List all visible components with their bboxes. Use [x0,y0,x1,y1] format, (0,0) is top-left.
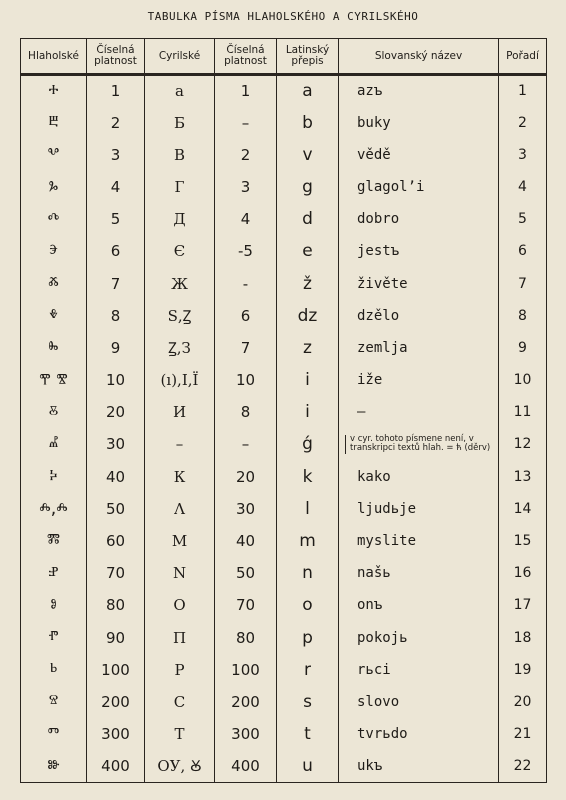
order-cell: 14 [499,493,547,525]
order-cell: 22 [499,750,547,782]
numeric-value-2-cell: 400 [215,750,277,782]
table-row [21,686,547,718]
numeric-value-1-cell: 7 [87,268,145,300]
table-row [21,107,547,139]
slavic-name-cell: našь [339,557,499,589]
order-cell: 1 [499,75,547,107]
latin-cell: i [277,396,339,428]
header-glagolitic: Hlaholské [21,39,87,75]
latin-cell: g [277,171,339,203]
cyrillic-cell: Д [145,203,215,235]
cyrillic-cell: О [145,589,215,621]
glagolitic-cell: ⱂ [21,621,87,653]
header-slavic-name: Slovanský název [339,39,499,75]
table-row [21,461,547,493]
numeric-value-2-cell: – [215,107,277,139]
alphabet-table [20,38,547,783]
numeric-value-1-cell: 9 [87,332,145,364]
numeric-value-1-cell: 1 [87,75,145,107]
table-row [21,235,547,267]
cyrillic-cell: Ж [145,268,215,300]
glagolitic-cell: ⱀ [21,557,87,589]
numeric-value-2-cell: 20 [215,461,277,493]
slavic-name-cell: dobro [339,203,499,235]
cyrillic-cell: Г [145,171,215,203]
cyrillic-cell: – [145,428,215,460]
order-cell: 8 [499,300,547,332]
glagolitic-cell: ⰻ [21,396,87,428]
numeric-value-2-cell: 6 [215,300,277,332]
header-row [21,39,547,75]
numeric-value-1-cell: 6 [87,235,145,267]
table-row [21,300,547,332]
cyrillic-cell: Б [145,107,215,139]
cyrillic-cell: Т [145,718,215,750]
table-row [21,493,547,525]
latin-cell: r [277,654,339,686]
slavic-name-cell: rьci [339,654,499,686]
latin-cell: ž [277,268,339,300]
slavic-name-cell: myslite [339,525,499,557]
header-latin: Latinský přepis [277,39,339,75]
table-row [21,268,547,300]
numeric-value-2-cell: 80 [215,621,277,653]
glagolitic-cell: ⰽ [21,461,87,493]
slavic-name-cell: onъ [339,589,499,621]
slavic-name-cell: jestъ [339,235,499,267]
table-row [21,621,547,653]
order-cell: 17 [499,589,547,621]
table-row [21,203,547,235]
slavic-name-cell: glagolʼi [339,171,499,203]
glagolitic-cell: ⱄ [21,686,87,718]
numeric-value-2-cell: 10 [215,364,277,396]
numeric-value-1-cell: 80 [87,589,145,621]
latin-cell: z [277,332,339,364]
glagolitic-cell: ⰱ [21,107,87,139]
cyrillic-cell: Λ [145,493,215,525]
latin-cell: u [277,750,339,782]
header-numeric-value-2: Číselná platnost [215,39,277,75]
latin-cell: b [277,107,339,139]
numeric-value-1-cell: 200 [87,686,145,718]
latin-cell: p [277,621,339,653]
numeric-value-2-cell: -5 [215,235,277,267]
cyrillic-cell: П [145,621,215,653]
order-cell: 2 [499,107,547,139]
glagolitic-cell: ⱃ [21,654,87,686]
latin-cell: n [277,557,339,589]
slavic-name-cell: dzělo [339,300,499,332]
glagolitic-cell: ⰿ [21,525,87,557]
numeric-value-2-cell: 100 [215,654,277,686]
cyrillic-cell: Ꙁ,З [145,332,215,364]
numeric-value-1-cell: 5 [87,203,145,235]
glagolitic-cell: ⰾ,ⰾ [21,493,87,525]
glagolitic-cell: ⰼ [21,428,87,460]
table-row [21,557,547,589]
cyrillic-cell: Ρ [145,654,215,686]
table-row [21,654,547,686]
cyrillic-cell: Ѕ,Ꙁ [145,300,215,332]
numeric-value-1-cell: 60 [87,525,145,557]
table-row [21,139,547,171]
table-row [21,750,547,782]
order-cell: 19 [499,654,547,686]
table-row [21,589,547,621]
slavic-name-cell: kako [339,461,499,493]
numeric-value-2-cell: – [215,428,277,460]
cyrillic-cell: N [145,557,215,589]
numeric-value-2-cell: 7 [215,332,277,364]
numeric-value-2-cell: 1 [215,75,277,107]
numeric-value-1-cell: 3 [87,139,145,171]
slavic-name-cell: azъ [339,75,499,107]
order-cell: 5 [499,203,547,235]
latin-cell: t [277,718,339,750]
table-row [21,171,547,203]
numeric-value-1-cell: 8 [87,300,145,332]
order-cell: 15 [499,525,547,557]
glagolitic-cell: ⰴ [21,203,87,235]
cyrillic-cell: В [145,139,215,171]
table-row [21,396,547,428]
numeric-value-1-cell: 70 [87,557,145,589]
cyrillic-cell: а [145,75,215,107]
table-row [21,525,547,557]
cyrillic-cell: К [145,461,215,493]
numeric-value-1-cell: 30 [87,428,145,460]
order-cell: 11 [499,396,547,428]
slavic-name-cell: slovo [339,686,499,718]
numeric-value-2-cell: 70 [215,589,277,621]
latin-cell: dz [277,300,339,332]
order-cell: 12 [499,428,547,460]
numeric-value-1-cell: 50 [87,493,145,525]
header-cyrillic: Cyrilské [145,39,215,75]
cyrillic-cell: Є [145,235,215,267]
table-row [21,428,547,460]
cyrillic-cell: ОУ, Ꙋ [145,750,215,782]
slavic-name-cell: ljudьje [339,493,499,525]
numeric-value-2-cell: 4 [215,203,277,235]
numeric-value-2-cell: 50 [215,557,277,589]
glagolitic-cell: ⱁ [21,589,87,621]
glagolitic-cell: ⰰ [21,75,87,107]
slavic-name-cell: vědě [339,139,499,171]
slavic-name-cell: ukъ [339,750,499,782]
latin-cell: s [277,686,339,718]
numeric-value-2-cell: - [215,268,277,300]
order-cell: 3 [499,139,547,171]
order-cell: 9 [499,332,547,364]
numeric-value-1-cell: 400 [87,750,145,782]
numeric-value-1-cell: 10 [87,364,145,396]
numeric-value-1-cell: 100 [87,654,145,686]
glagolitic-cell: ⰲ [21,139,87,171]
latin-cell: a [277,75,339,107]
slavic-name-cell: iže [339,364,499,396]
footnote-text: v cyr. tohoto písmene není, v transkripci textů hlah. = ћ (děrv) [345,435,498,454]
numeric-value-1-cell: 40 [87,461,145,493]
latin-cell: o [277,589,339,621]
glagolitic-cell: ⰹ ⰺ [21,364,87,396]
slavic-name-cell [339,428,499,460]
header-numeric-value-1: Číselná platnost [87,39,145,75]
page-title: TABULKA PÍSMA HLAHOLSKÉHO A CYRILSKÉHO [147,10,419,23]
header-order: Pořadí [499,39,547,75]
latin-cell: ǵ [277,428,339,460]
latin-cell: v [277,139,339,171]
numeric-value-2-cell: 30 [215,493,277,525]
table-row [21,332,547,364]
table-row [21,75,547,107]
numeric-value-1-cell: 2 [87,107,145,139]
order-cell: 16 [499,557,547,589]
numeric-value-2-cell: 40 [215,525,277,557]
numeric-value-2-cell: 300 [215,718,277,750]
glagolitic-cell: ⱅ [21,718,87,750]
latin-cell: l [277,493,339,525]
table-row [21,718,547,750]
order-cell: 4 [499,171,547,203]
latin-cell: e [277,235,339,267]
slavic-name-cell: živěte [339,268,499,300]
order-cell: 20 [499,686,547,718]
latin-cell: k [277,461,339,493]
slavic-name-cell: tvrьdo [339,718,499,750]
numeric-value-2-cell: 2 [215,139,277,171]
latin-cell: i [277,364,339,396]
glagolitic-cell: ⰳ [21,171,87,203]
numeric-value-2-cell: 8 [215,396,277,428]
numeric-value-1-cell: 4 [87,171,145,203]
slavic-name-cell: – [339,396,499,428]
glagolitic-cell: ⱆ [21,750,87,782]
cyrillic-cell: (ı),І,Ї [145,364,215,396]
numeric-value-2-cell: 200 [215,686,277,718]
numeric-value-1-cell: 300 [87,718,145,750]
glagolitic-cell: ⰸ [21,332,87,364]
latin-cell: d [277,203,339,235]
numeric-value-2-cell: 3 [215,171,277,203]
glagolitic-cell: ⰵ [21,235,87,267]
order-cell: 13 [499,461,547,493]
order-cell: 18 [499,621,547,653]
cyrillic-cell: М [145,525,215,557]
slavic-name-cell: buky [339,107,499,139]
order-cell: 10 [499,364,547,396]
cyrillic-cell: С [145,686,215,718]
table-row [21,364,547,396]
cyrillic-cell: И [145,396,215,428]
glagolitic-cell: ⰷ [21,300,87,332]
glagolitic-cell: ⰶ [21,268,87,300]
order-cell: 21 [499,718,547,750]
order-cell: 7 [499,268,547,300]
numeric-value-1-cell: 20 [87,396,145,428]
order-cell: 6 [499,235,547,267]
latin-cell: m [277,525,339,557]
slavic-name-cell: zemlja [339,332,499,364]
slavic-name-cell: pokojь [339,621,499,653]
numeric-value-1-cell: 90 [87,621,145,653]
